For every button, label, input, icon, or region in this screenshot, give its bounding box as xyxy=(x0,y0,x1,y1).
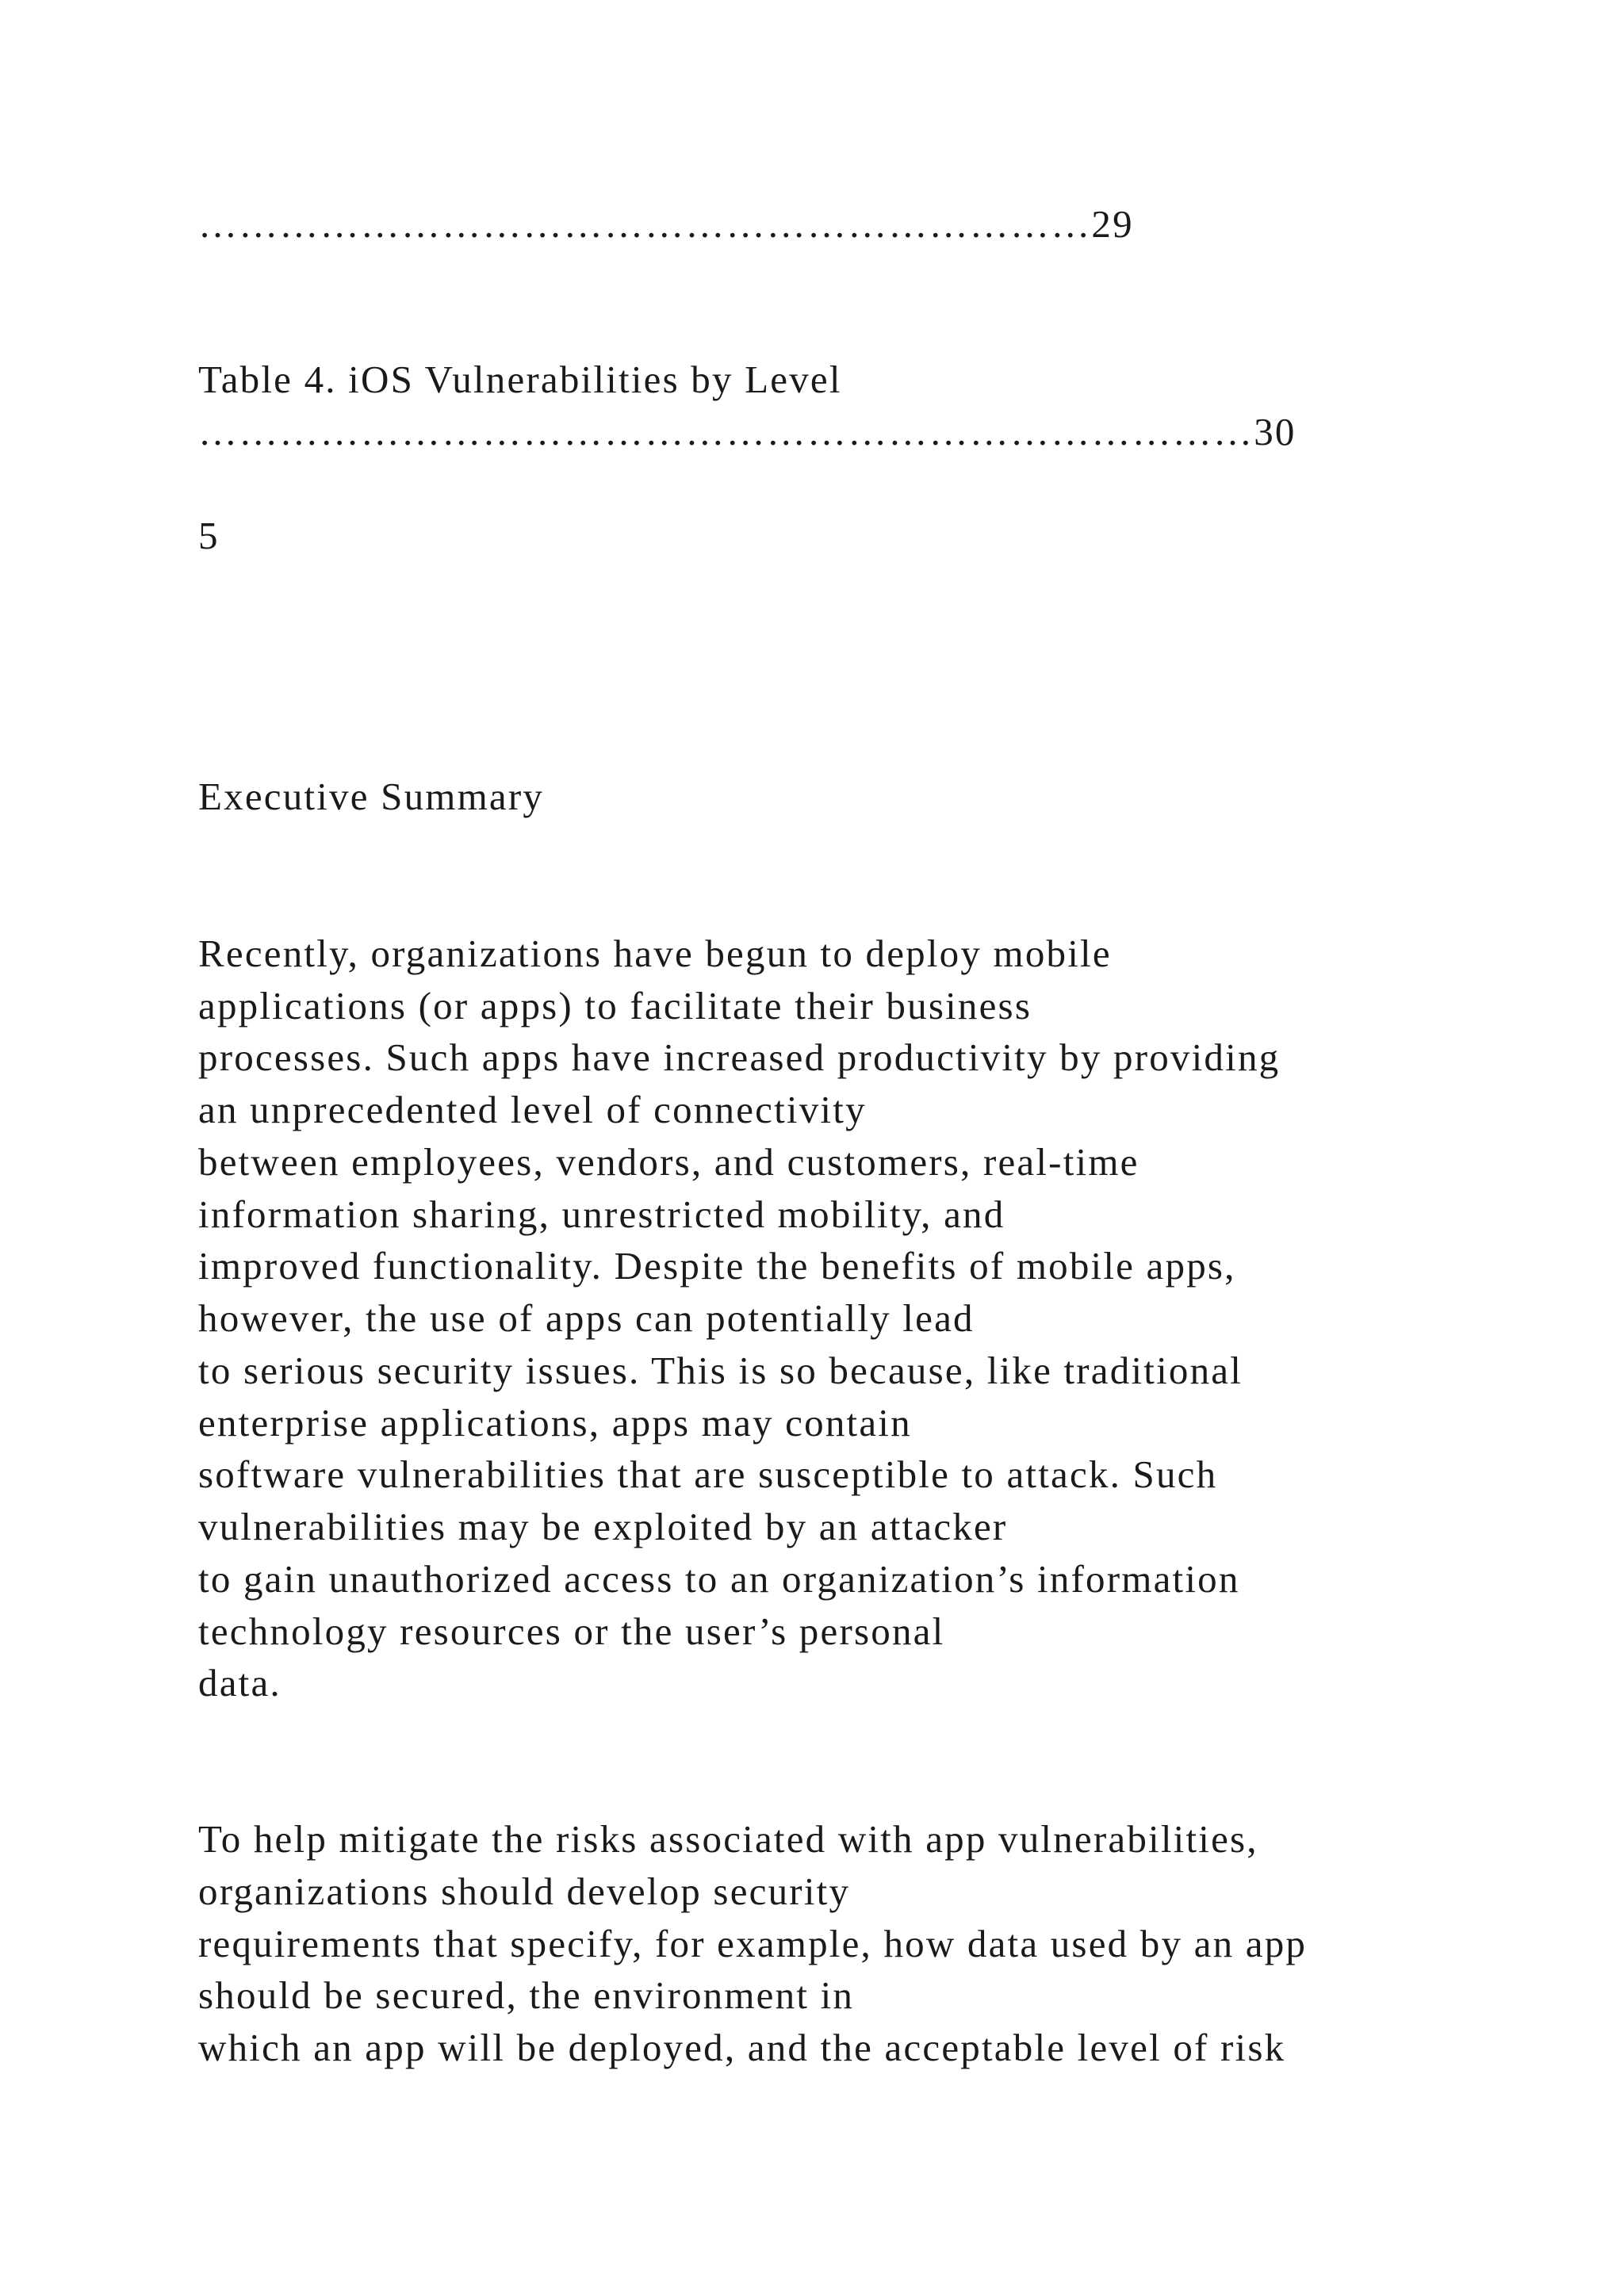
paragraph-line: information sharing, unrestricted mobility, and xyxy=(198,1192,1005,1236)
paragraph-line: should be secured, the environment in xyxy=(198,1973,855,2017)
toc-leader-30: ……………………………………………………………………30 xyxy=(198,410,1297,453)
page-number: 5 xyxy=(198,514,220,557)
paragraph-line: however, the use of apps can potentially lead xyxy=(198,1296,975,1340)
paragraph-line: data. xyxy=(198,1661,282,1705)
paragraph-line: to gain unauthorized access to an organization’s information xyxy=(198,1557,1240,1601)
paragraph-line: enterprise applications, apps may contain xyxy=(198,1401,912,1445)
paragraph-line: improved functionality. Despite the benefits of mobile apps, xyxy=(198,1244,1236,1288)
paragraph-line: an unprecedented level of connectivity xyxy=(198,1088,867,1131)
toc-entry-table-4: Table 4. iOS Vulnerabilities by Level xyxy=(198,358,842,401)
section-heading: Executive Summary xyxy=(198,775,545,818)
toc-leader-29: …………………………………………………………29 xyxy=(198,202,1134,246)
paragraph-line: vulnerabilities may be exploited by an attacker xyxy=(198,1505,1008,1548)
paragraph-line: which an app will be deployed, and the acceptable level of risk xyxy=(198,2026,1286,2069)
paragraph-line: requirements that specify, for example, how data used by an app xyxy=(198,1922,1308,1965)
paragraph-line: between employees, vendors, and customers, real-time xyxy=(198,1140,1139,1184)
paragraph-line: software vulnerabilities that are susceptible to attack. Such xyxy=(198,1452,1218,1496)
paragraph-line: applications (or apps) to facilitate their business xyxy=(198,984,1032,1027)
paragraph-line: Recently, organizations have begun to deploy mobile xyxy=(198,932,1112,975)
paragraph-line: technology resources or the user’s personal xyxy=(198,1609,945,1653)
paragraph-line: To help mitigate the risks associated with app vulnerabilities, xyxy=(198,1817,1258,1861)
paragraph-line: to serious security issues. This is so because, like traditional xyxy=(198,1349,1243,1392)
paragraph-line: processes. Such apps have increased productivity by providing xyxy=(198,1035,1281,1079)
paragraph-line: organizations should develop security xyxy=(198,1869,851,1913)
